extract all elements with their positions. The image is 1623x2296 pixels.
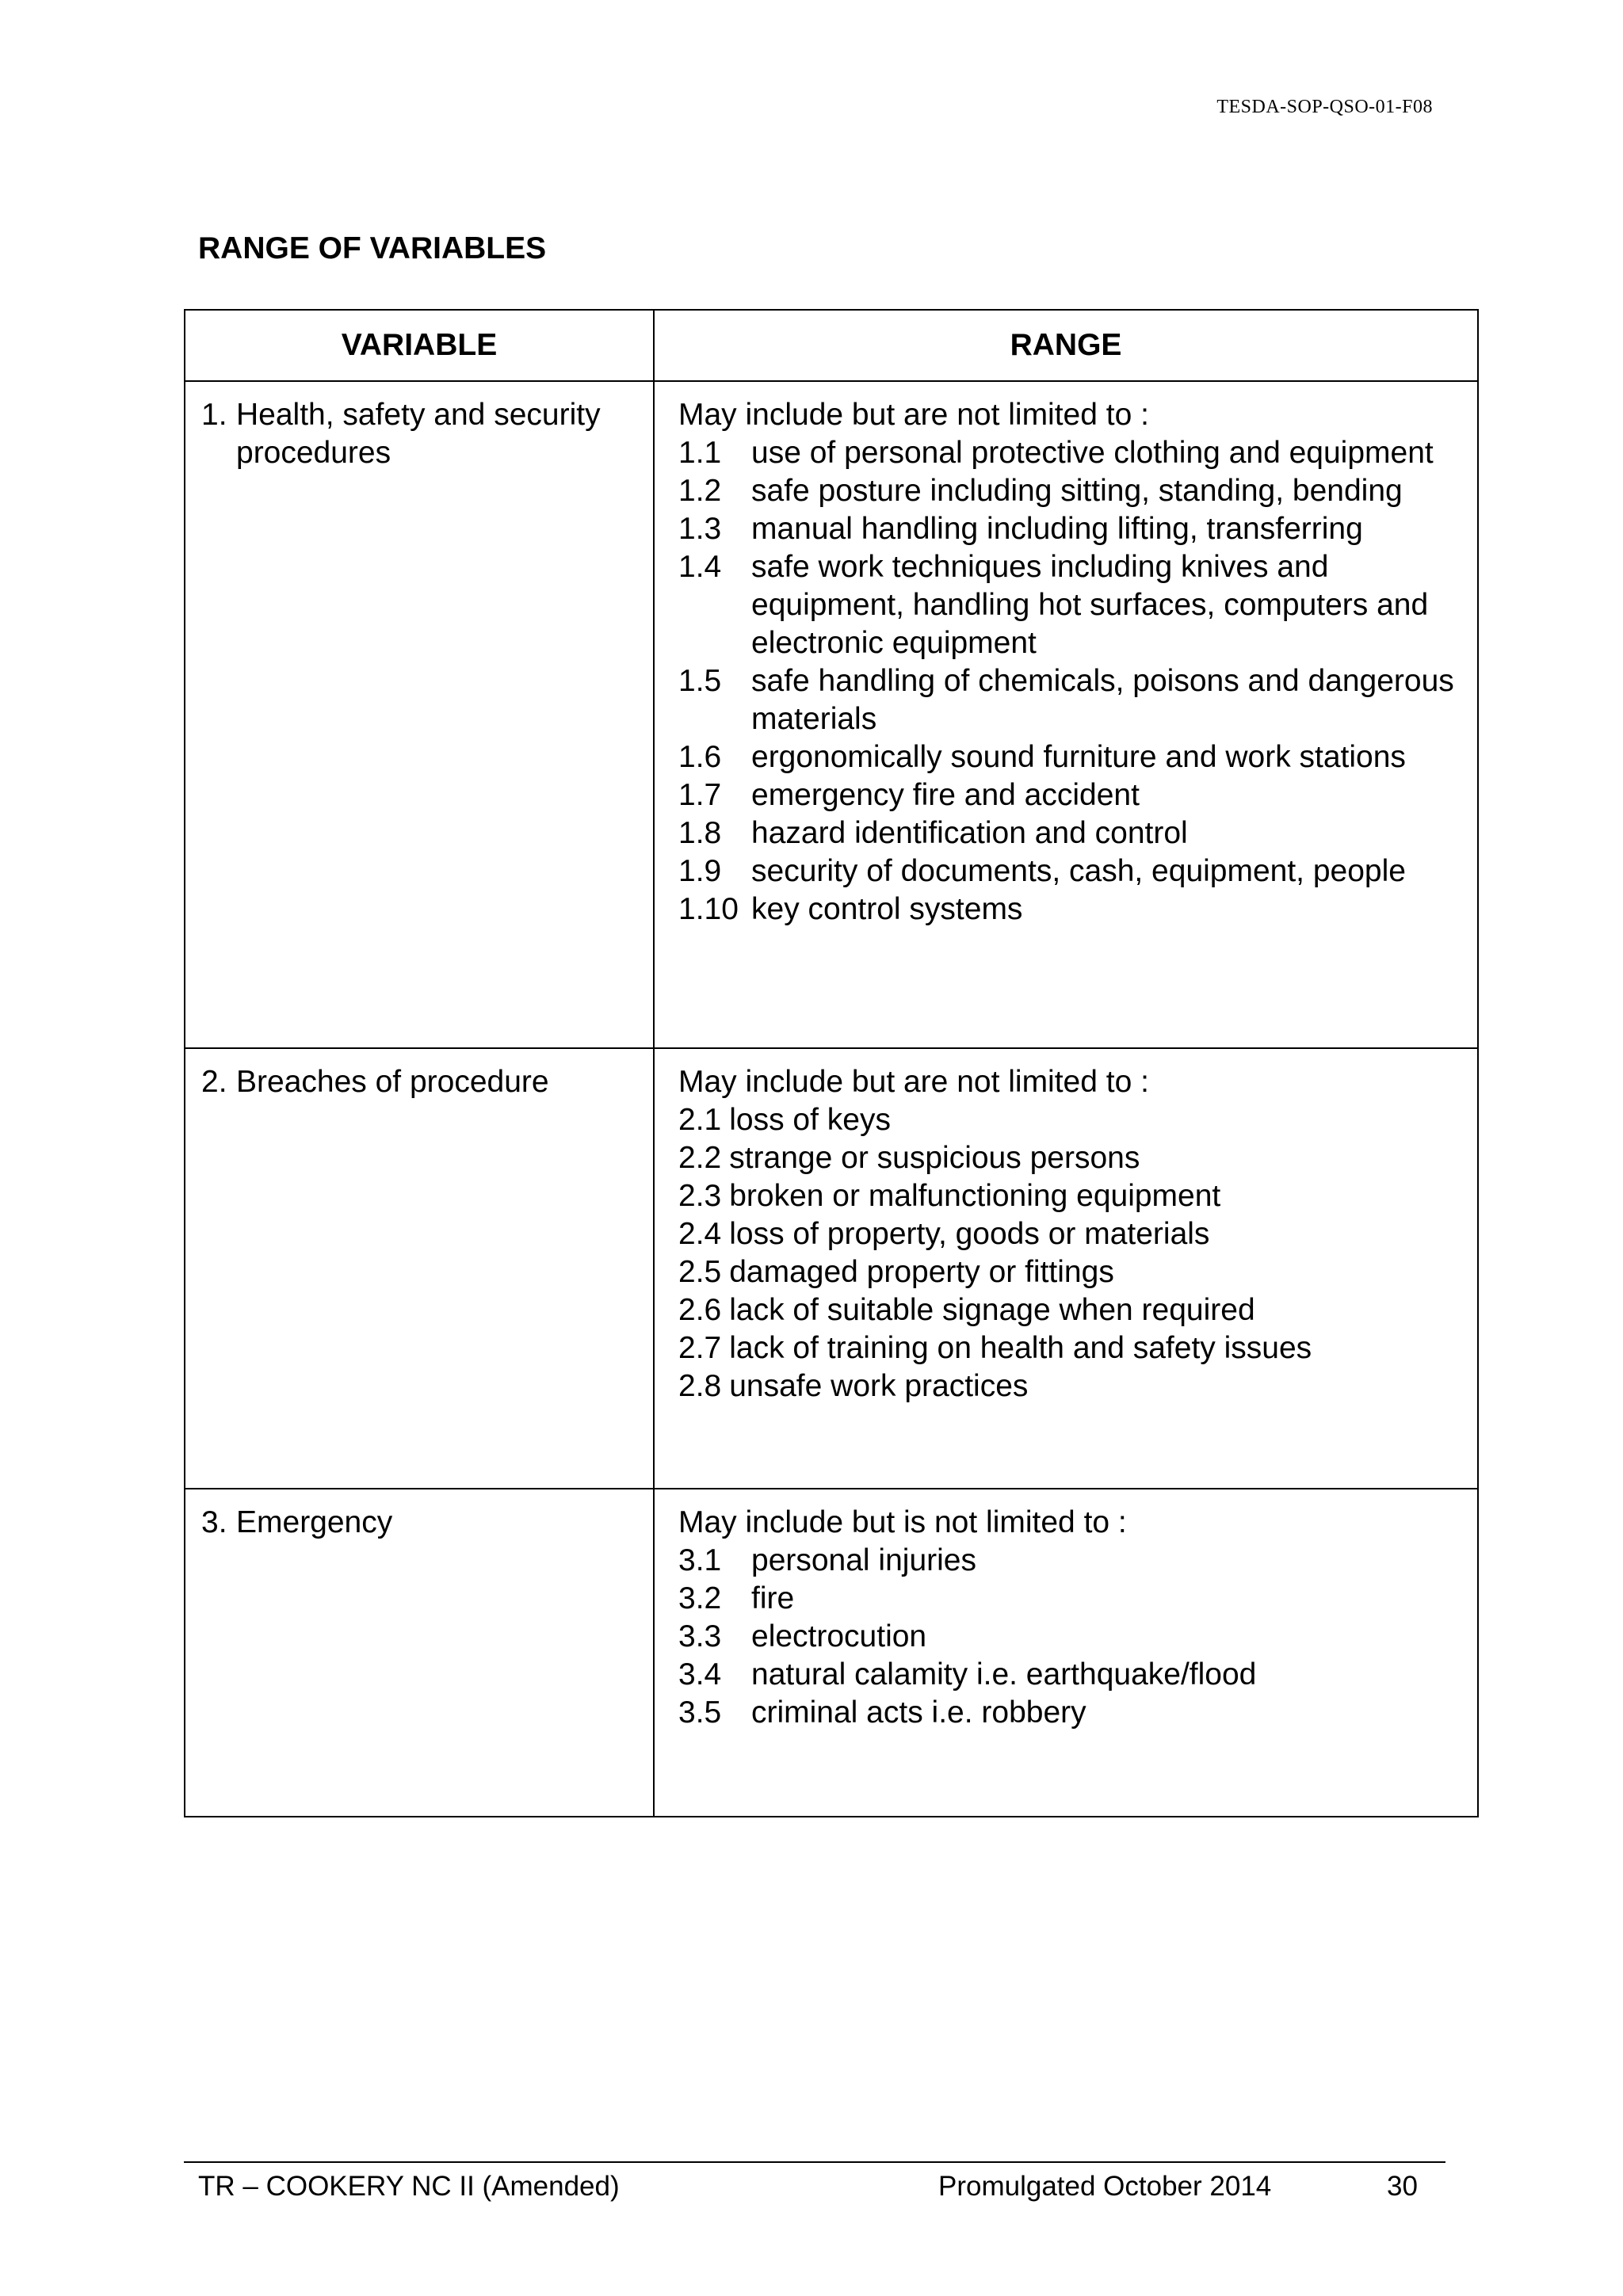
list-item: 2.4 loss of property, goods or materials [678,1217,1210,1251]
footer-promulgation: Promulgated October 2014 [938,2171,1272,2202]
range-intro: May include but is not limited to : [678,1505,1127,1539]
list-item: 3.2 fire [678,1581,795,1615]
list-item: 1.2 safe posture including sitting, standing, bending [678,474,1403,508]
variable-number: 3. [201,1505,227,1539]
variable-cell [185,381,654,1048]
range-intro: May include but are not limited to : [678,398,1149,432]
list-item: 2.2 strange or suspicious persons [678,1141,1140,1175]
list-item: 3.1 personal injuries [678,1543,976,1577]
range-intro: May include but are not limited to : [678,1065,1149,1099]
column-header-variable: VARIABLE [185,310,654,381]
list-item: 2.1 loss of keys [678,1103,891,1137]
range-cell [654,1489,1478,1817]
list-item: 2.5 damaged property or fittings [678,1255,1114,1289]
list-item: 1.8 hazard identification and control [678,816,1188,850]
page-number: 30 [1387,2171,1418,2202]
list-item: 1.5 safe handling of chemicals, poisons and dangerous materials [678,664,1454,736]
list-item: 2.7 lack of training on health and safety issues [678,1331,1312,1365]
footer-title: TR – COOKERY NC II (Amended) [198,2171,620,2202]
document-code: TESDA-SOP-QSO-01-F08 [1216,97,1433,117]
list-item: 2.6 lack of suitable signage when required [678,1293,1255,1327]
footer-divider [184,2161,1445,2163]
variable-number: 1. [201,398,227,432]
list-item: 1.7 emergency fire and accident [678,778,1140,812]
table-header-row [185,310,1478,381]
list-item: 3.3 electrocution [678,1619,927,1653]
variable-name: Health, safety and security procedures [236,398,601,470]
list-item: 1.10 key control systems [678,892,1023,926]
list-item: 1.1 use of personal protective clothing and equipment [678,436,1434,470]
table-row [185,1048,1478,1489]
list-item: 1.4 safe work techniques including knives and equipment, handling hot surfaces, computers and electronic equipment [678,550,1429,660]
table-row [185,381,1478,1048]
list-item: 1.9 security of documents, cash, equipment, people [678,854,1406,888]
list-item: 3.5 criminal acts i.e. robbery [678,1695,1086,1730]
variable-name: Breaches of procedure [236,1065,549,1099]
list-item: 2.3 broken or malfunctioning equipment [678,1179,1221,1213]
list-item: 2.8 unsafe work practices [678,1369,1029,1403]
section-heading: RANGE OF VARIABLES [198,231,547,265]
variable-cell [185,1489,654,1817]
variable-cell [185,1048,654,1489]
list-item: 1.3 manual handling including lifting, transferring [678,512,1363,546]
table-row [185,1489,1478,1817]
range-cell [654,1048,1478,1489]
list-item: 1.6 ergonomically sound furniture and work stations [678,740,1406,774]
range-of-variables-table [184,309,1479,1817]
range-cell [654,381,1478,1048]
column-header-range: RANGE [654,310,1478,381]
variable-number: 2. [201,1065,227,1099]
variable-name: Emergency [236,1505,393,1539]
list-item: 3.4 natural calamity i.e. earthquake/flood [678,1657,1257,1691]
